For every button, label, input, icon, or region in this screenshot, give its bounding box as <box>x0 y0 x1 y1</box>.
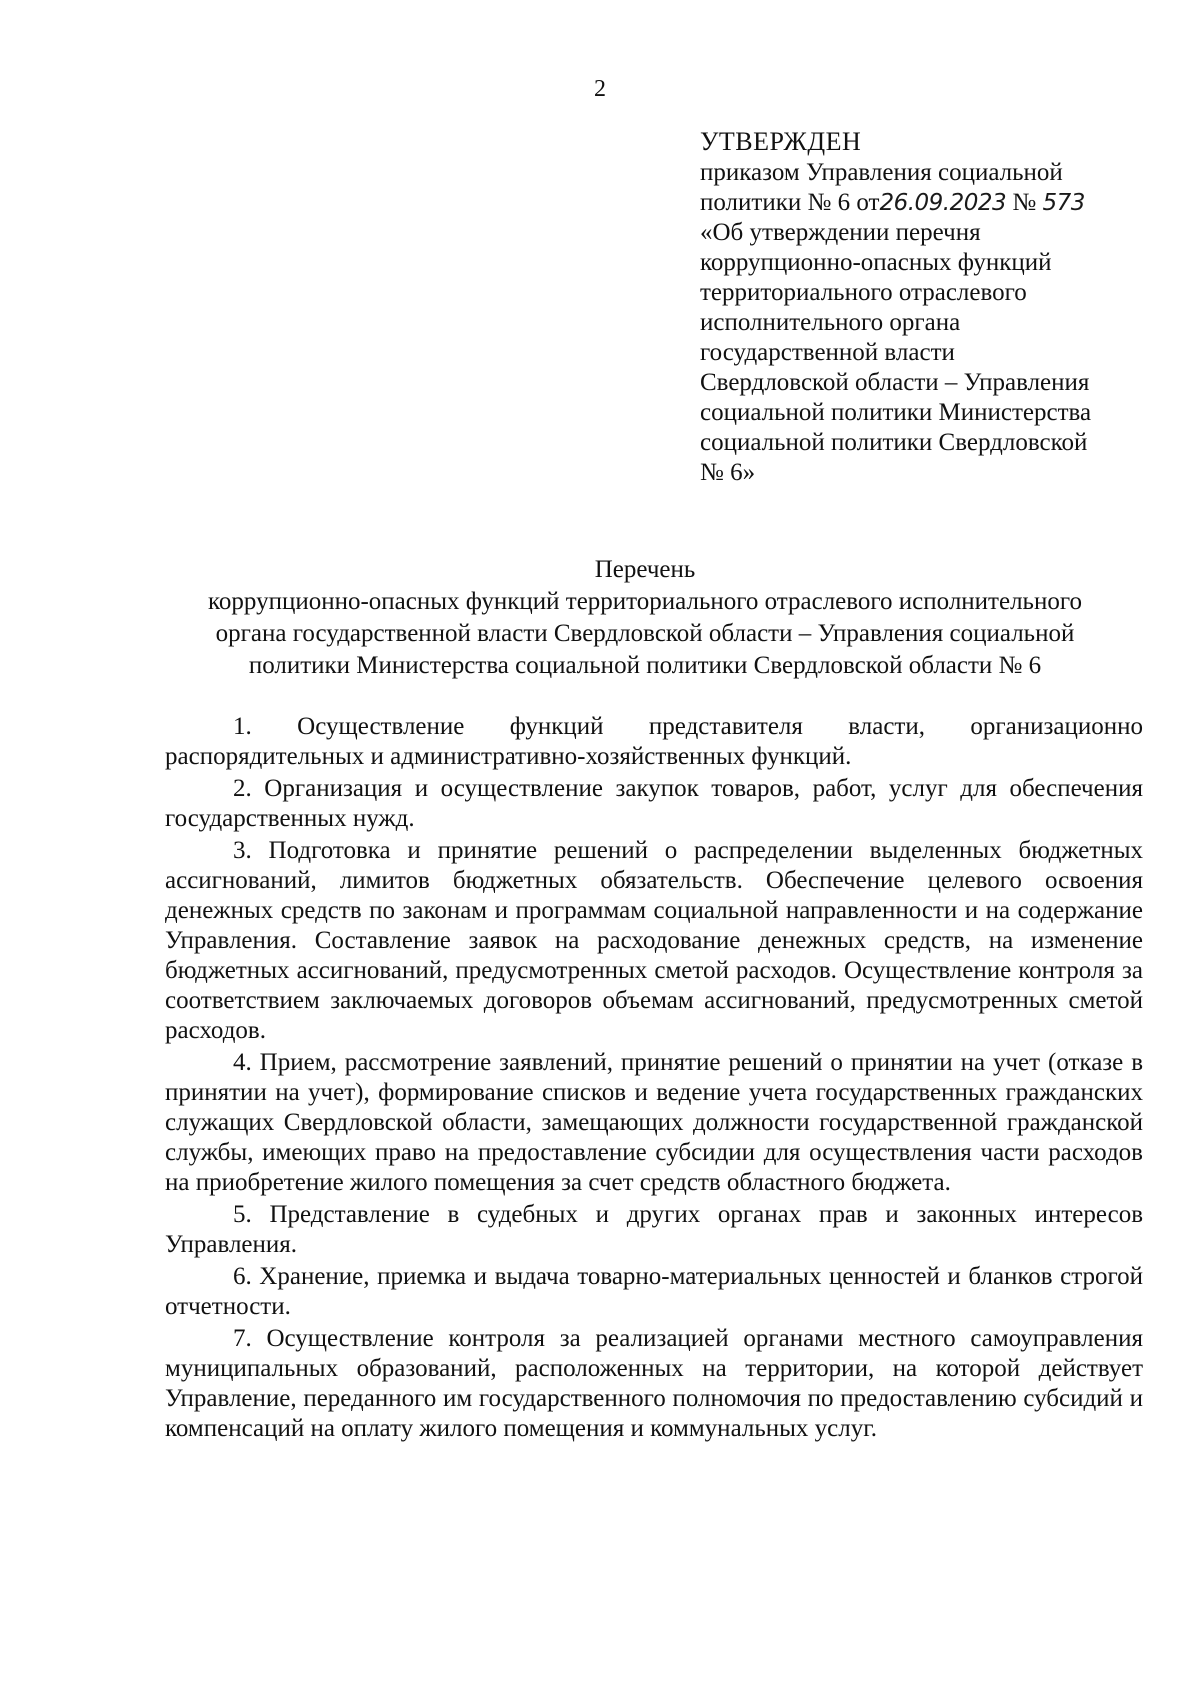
heading-line: политики Министерства социальной политики Свердловской области № 6 <box>248 652 1042 679</box>
function-list <box>165 712 1143 1446</box>
approval-line-2-prefix: политики № 6 от <box>700 189 880 216</box>
heading-line: коррупционно-опасных функций территориального отраслевого исполнительного <box>208 588 1082 615</box>
approval-line: «Об утверждении перечня <box>700 219 981 246</box>
list-item: 6. Хранение, приемка и выдача товарно-материальных ценностей и бланков строгой отчетности. <box>165 1263 1143 1320</box>
approval-line: исполнительного органа <box>700 309 961 336</box>
list-item: 1. Осуществление функций представителя власти, организационно распорядительных и административно-хозяйственных функций. <box>165 713 1143 770</box>
approval-line: № 6» <box>700 459 756 486</box>
list-item: 7. Осуществление контроля за реализацией органами местного самоуправления муниципальных образований, расположенных на территории, на которой действует Управление, переданного им государственного полномочия по предоставлению субсидий и компенсаций на оплату жилого помещения и коммунальных услуг. <box>165 1325 1143 1442</box>
approval-line-2 <box>700 188 1170 218</box>
approval-line: социальной политики Министерства <box>700 399 1092 426</box>
list-item: 3. Подготовка и принятие решений о распределении выделенных бюджетных ассигнований, лимитов бюджетных обязательств. Обеспечение целевого освоения денежных средств по законам и программам социальной направленности и на содержание Управления. Составление заявок на расходование денежных средств, на изменение бюджетных ассигнований, предусмотренных сметой расходов. Осуществление контроля за соответствием заключаемых договоров объемам ассигнований, предусмотренных сметой расходов. <box>165 837 1143 1044</box>
approval-number-sign: № <box>1006 189 1043 216</box>
approval-title: УТВЕРЖДЕН <box>700 127 862 156</box>
heading-line: органа государственной власти Свердловской области – Управления социальной <box>215 620 1075 647</box>
heading-title: Перечень <box>594 556 696 583</box>
approval-line: территориального отраслевого <box>700 279 1027 306</box>
approval-line-1: приказом Управления социальной <box>700 159 1063 186</box>
list-item: 4. Прием, рассмотрение заявлений, принятие решений о принятии на учет (отказе в принятии на учет), формирование списков и ведение учета государственных гражданских служащих Свердловской области, замещающих должности государственной гражданской службы, имеющих право на предоставление субсидии для осуществления части расходов на приобретение жилого помещения за счет средств областного бюджета. <box>165 1049 1143 1196</box>
document-heading <box>150 554 1140 682</box>
approval-line: государственной власти <box>700 339 955 366</box>
page-number: 2 <box>594 76 606 102</box>
list-item: 5. Представление в судебных и других органах прав и законных интересов Управления. <box>165 1201 1143 1258</box>
list-item: 2. Организация и осуществление закупок товаров, работ, услуг для обеспечения государственных нужд. <box>165 775 1143 832</box>
approval-line: социальной политики Свердловской <box>700 429 1088 456</box>
approval-stamp-block <box>700 126 1170 488</box>
handwritten-date: 26.09.2023 <box>879 190 1007 216</box>
approval-line: коррупционно-опасных функций <box>700 249 1052 276</box>
handwritten-number: 573 <box>1042 190 1085 216</box>
approval-line: Свердловской области – Управления <box>700 369 1090 396</box>
